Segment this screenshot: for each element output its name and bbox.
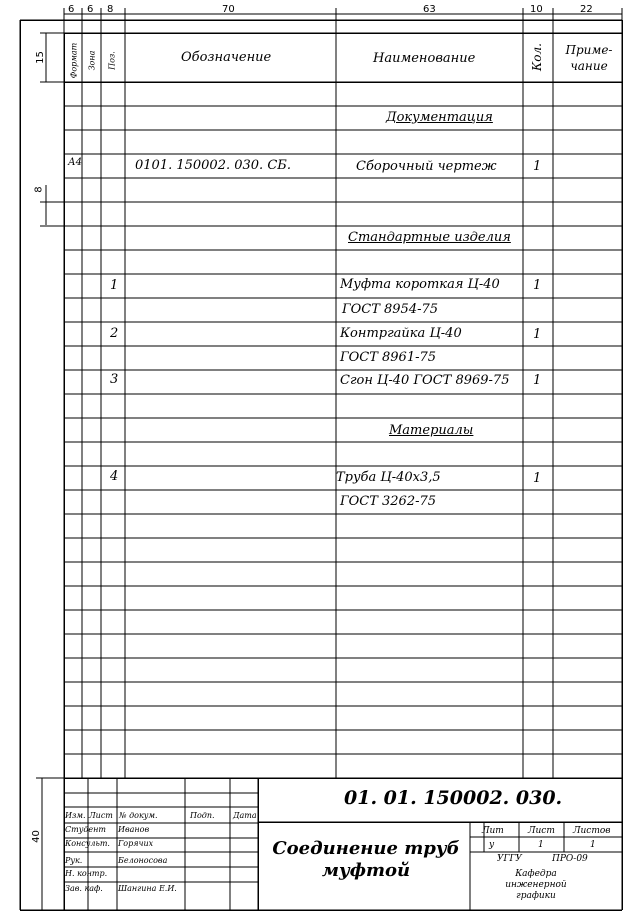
header-name: Наименование (373, 51, 476, 66)
dim-note: 22 (580, 4, 593, 15)
item-qty: 1 (533, 278, 542, 293)
dim-row-height: 8 (33, 186, 45, 193)
header-note: Приме-чание (565, 43, 613, 73)
stamp-person: Шангина Е.И. (118, 884, 177, 893)
stamp-role: Н. контр. (65, 869, 108, 878)
stamp-col-date: Дата (233, 811, 257, 820)
stamp-role: Зав. каф. (65, 884, 103, 893)
dim-format: 6 (68, 4, 75, 15)
stamp-lit-value: у (489, 840, 495, 850)
section-materials: Материалы (389, 423, 474, 438)
item-pos: 4 (110, 469, 119, 484)
item-format: А4 (68, 157, 82, 168)
stamp-org: УГГУ (497, 854, 522, 864)
header-qty: Кол. (530, 43, 544, 71)
item-name-gost: ГОСТ 8954-75 (342, 302, 439, 317)
item-qty: 1 (533, 327, 542, 342)
item-qty: 1 (533, 471, 542, 486)
item-pos: 1 (110, 278, 119, 293)
stamp-person: Горячих (118, 839, 154, 848)
item-name: Сгон Ц-40 ГОСТ 8969-75 (340, 373, 510, 388)
stamp-dept: Кафедра инженерной графики (505, 869, 567, 901)
section-standard: Стандартные изделия (348, 230, 511, 245)
item-qty: 1 (533, 159, 542, 174)
stamp-person: Белоносова (118, 856, 168, 865)
item-name: Муфта короткая Ц-40 (340, 277, 500, 292)
stamp-title: Соединение труб муфтой (272, 838, 460, 881)
stamp-person: Иванов (118, 825, 150, 834)
stamp-col-list: Лист (89, 811, 113, 820)
dim-qty: 10 (530, 4, 543, 15)
stamp-col-doc: № докум. (119, 811, 158, 820)
item-pos: 2 (110, 326, 119, 341)
stamp-sheets-value: 1 (590, 840, 596, 850)
item-pos: 3 (110, 372, 119, 387)
stamp-role: Консульт. (65, 839, 110, 848)
item-name: Труба Ц-40х3,5 (336, 470, 441, 485)
item-name: Контргайка Ц-40 (340, 326, 462, 341)
stamp-doc-code: 01. 01. 150002. 030. (344, 787, 563, 809)
header-designation: Обозначение (181, 50, 272, 65)
item-designation: 0101. 150002. 030. СБ. (135, 158, 291, 173)
header-zone: Зона (87, 50, 97, 71)
dim-designation: 70 (222, 4, 235, 15)
stamp-role: Рук. (65, 856, 83, 865)
header-format: Формат (69, 42, 79, 79)
stamp-role: Студент (65, 825, 107, 834)
stamp-sheet-label: Лист (528, 826, 555, 836)
stamp-col-sign: Подп. (190, 811, 215, 820)
dim-pos: 8 (107, 4, 114, 15)
stamp-lit-label: Лит (482, 826, 504, 836)
stamp-sheets-label: Листов (573, 826, 611, 836)
header-pos: Поз. (107, 51, 117, 70)
dim-header-height: 15 (34, 51, 46, 64)
dim-name: 63 (423, 4, 436, 15)
dim-zone: 6 (87, 4, 94, 15)
stamp-group: ПРО-09 (552, 854, 588, 864)
section-documentation: Документация (386, 110, 493, 125)
stamp-sheet-value: 1 (538, 840, 544, 850)
stamp-col-izm: Изм. (65, 811, 86, 820)
item-name-gost: ГОСТ 3262-75 (340, 494, 437, 509)
dim-stamp-height: 40 (30, 830, 42, 843)
item-name: Сборочный чертеж (356, 159, 497, 174)
item-name-gost: ГОСТ 8961-75 (340, 350, 437, 365)
item-qty: 1 (533, 373, 542, 388)
